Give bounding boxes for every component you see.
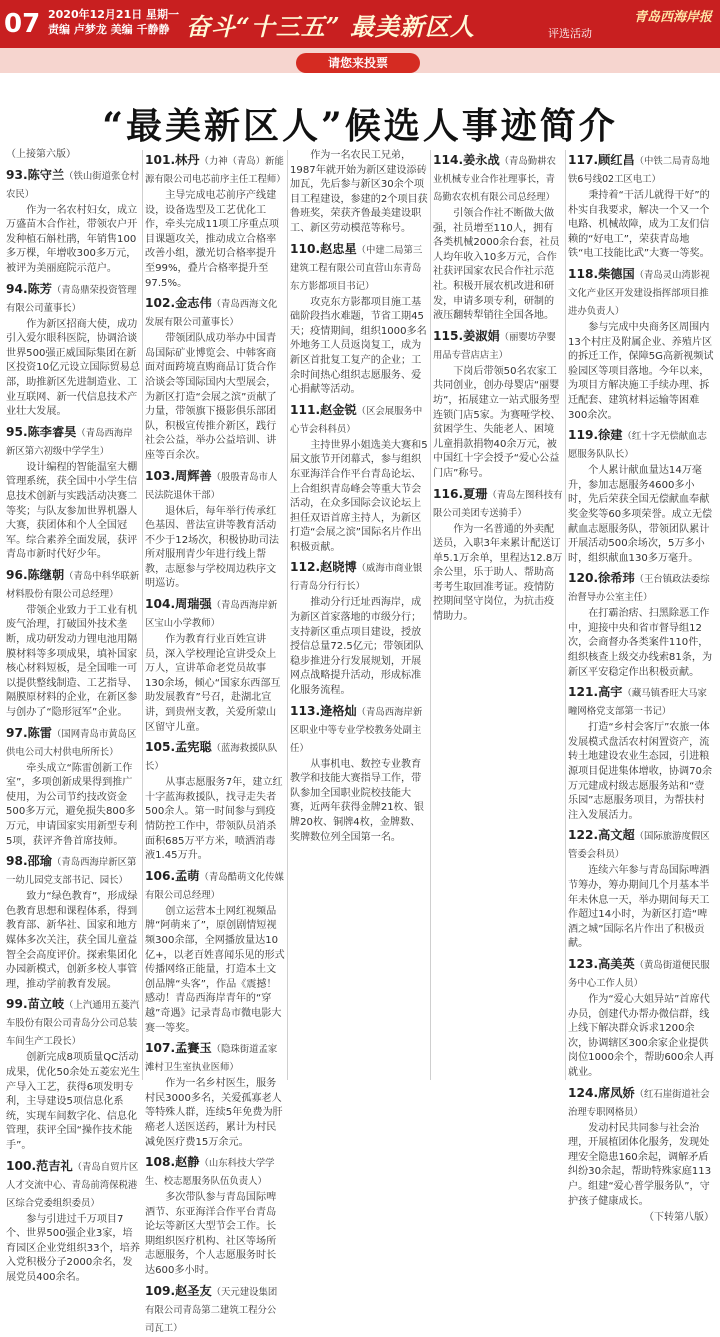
candidate-heading: [568, 956, 714, 992]
candidate-affiliation: （力神（青岛）新能源有限公司电芯前序主任工程师）: [145, 156, 286, 185]
candidate-bio: 秉持着“干活儿就得干好”的朴实自我要求，解决一个又一个电路、机械故障，成为工友们信赖的“好电工”，荣获青岛地铁“电工技能比武”大赛一等奖。: [568, 190, 710, 260]
candidate-name: 113.逄格灿: [290, 703, 357, 718]
candidate-entry: [145, 1040, 285, 1150]
candidate-heading: [433, 152, 563, 206]
candidate-heading: [433, 486, 563, 522]
candidate-affiliation: （红石崖街道社会治理专职网格员）: [568, 1088, 710, 1118]
candidate-entry: [568, 956, 714, 1081]
column-divider: [287, 150, 288, 1080]
candidate-entry: [6, 853, 140, 992]
candidate-affiliation: （青岛酷萌文化传媒有限公司总经理）: [145, 871, 284, 901]
candidate-entry: [6, 725, 140, 850]
candidate-bio: 下岗后带领50名农家工共同创业，创办母婴店“丽婴坊”，拓展建立一站式服务型连锁门店5家。为赛哑学校、贫困学生、失能老人、困境儿童捐款捐物40余万元，被中国红十字会授予“爱心公益门店”称号。: [433, 365, 561, 479]
candidate-name: 98.邵瑜: [6, 854, 52, 869]
continued-from: （上接第六版）: [6, 149, 76, 160]
candidate-affiliation: （山东科技大学学生、校志愿服务队伍负责人）: [145, 1158, 275, 1188]
banner-subtitle: 评选活动: [548, 27, 592, 40]
candidate-bio: 连续六年参与青岛国际啤酒节筹办，筹办期间几个月基本半年未休息一天，举办期间每天工作超过14小时，为新区打造“啤酒之城”国际名片作出了积极贡献。: [568, 865, 710, 950]
candidate-name: 97.陈雷: [6, 725, 52, 740]
candidate-affiliation: （殷殷青岛市人民法院退休干部）: [145, 471, 278, 501]
candidate-affiliation: （国际旅游度假区管委会科员）: [568, 831, 710, 861]
page-banner: [0, 0, 720, 48]
candidate-name: 112.赵晓博: [290, 560, 357, 575]
candidate-heading: [6, 567, 140, 603]
candidate-name: 100.范吉礼: [6, 1158, 73, 1173]
candidate-name: 115.姜淑娟: [433, 328, 500, 343]
candidate-affiliation: （青岛西海岸新区第六初级中学学生）: [6, 427, 133, 457]
candidate-bio: 参与完成中央商务区周围内13个村庄及附属企业、养殖片区的拆迁工作，保障5G高新视频试验园区等项目落地。今年以来，为项目方解决施工手续办理、拆迁配套、建筑材料运输等困难300余次。: [568, 321, 714, 421]
candidate-bio: 带领团队成功举办中国青岛国际矿业博览会、中韩客商面对面跨境直购商品订货合作洽谈会等国际国内大型展会，为新区打造“会展之滨”贡献了力量，带领旗下摄影俱乐部团队，积极宣传推介新区，践行社会公益，举办公益培训、讲座等百余次。: [145, 333, 277, 461]
candidate-heading: [6, 167, 140, 203]
candidate-bio: 攻克东方影都项目施工基础阶段挡水难题，节省工期45天；疫情期间，组织1000多名外地务工人员返岗复工，成为新区首批复工复产的企业；工余时间热心组织志愿服务、爱心捐献等活动。: [290, 296, 427, 396]
candidate-affiliation: （青岛西海岸新区宝山小学教师）: [145, 600, 278, 630]
candidate-entry: [568, 570, 714, 680]
candidate-entry: [568, 1085, 714, 1210]
vote-button[interactable]: 请您来投票: [296, 53, 420, 73]
candidate-bio: 参与引进过千万项目7个、世界500强企业3家，培育园区企业党组织33个，培养入党积极分子2000余名，发展党员400余名。: [6, 1213, 140, 1283]
candidate-bio: 个人累计献血量达14万毫升，参加志愿服务4600多小时，先后荣获全国无偿献血奉献奖金奖等60多项荣誉。成立无偿献血志愿服务队，带领团队累计开展活动500余场次，5万多小时，组织献血130多万毫升。: [568, 465, 713, 564]
candidate-name: 117.顾红昌: [568, 153, 635, 167]
column-divider: [565, 150, 566, 1080]
headline: “最美新区人”候选人事迹简介: [102, 105, 618, 147]
candidate-name: 120.徐希玮: [568, 571, 635, 586]
candidate-heading: [6, 281, 140, 317]
candidate-affiliation: （隐珠街道孟家滩村卫生室执业医师）: [145, 1044, 278, 1074]
candidate-bio: 作为新区招商大使，成功引入爱尔眼科医院，协调洽谈世界500强正威国际集团在新区投资10亿元设立国际贸易总部，助推新区先进制造业、工业互联网、新一代信息技术产业壮大发展。: [6, 318, 140, 418]
candidate-heading: [6, 996, 140, 1050]
candidate-entry: [433, 328, 563, 482]
candidate-name: 111.赵金锐: [290, 402, 357, 417]
candidate-entry: [145, 739, 285, 864]
candidate-entry: [290, 149, 428, 237]
candidate-entry: [433, 486, 563, 625]
candidate-affiliation: （青岛中科华联新材料股份有限公司总经理）: [6, 570, 140, 600]
candidate-affiliation: （蓝海救援队队长）: [145, 743, 278, 773]
candidate-bio: 在打霸治痞、扫黑除恶工作中，迎接中央和省市督导组12次，会商督办各类案件110件，组织核查上级交办线索81条，为新区平安稳定作出积极贡献。: [568, 608, 713, 678]
candidate-heading: [568, 684, 714, 720]
candidate-name: 123.高美英: [568, 956, 635, 971]
candidate-name: 94.陈芳: [6, 281, 52, 296]
candidate-entry: [433, 152, 563, 324]
candidate-bio: 多次带队参与青岛国际啤酒节、东亚海洋合作平台青岛论坛等新区大型节会工作。长期组织医疗机构、社区等场所志愿服务，个人志愿服务时长达600多小时。: [145, 1192, 277, 1277]
candidate-affiliation: （威海市商业银行青岛分行行长）: [290, 563, 423, 593]
candidate-bio: 设计编程的智能温室大棚管理系统，获全国中小学生信息技术创新与实践活动决赛二等奖；与队友参加世界机器人大赛，获团体和个人全国冠军。综合素养全面发展，获评青岛市新时代好少年。: [6, 461, 138, 561]
candidate-bio: 牵头成立“陈雷创新工作室”，多项创新成果得到推广使用，为公司节约技改资金500多万元，避免损失800多万元，申请国家实用新型专利5项，获评齐鲁首席技师。: [6, 762, 138, 847]
column-divider: [430, 150, 431, 1080]
candidate-bio: 致力“绿色教育”，形成绿色教育思想和课程体系，得到教育部、新华社、国家和地方媒体多次关注，获全国儿童益智全会高度评价。探索集团化办园新模式，创新多校人事管理，推动学前教育发展。: [6, 891, 138, 990]
column-5: [568, 148, 714, 1224]
candidate-heading: [145, 1040, 285, 1076]
candidate-heading: [145, 468, 285, 504]
candidate-entry: [290, 241, 428, 398]
candidate-name: 116.夏珊: [433, 486, 488, 501]
candidate-entry: [145, 468, 285, 593]
candidate-bio: 作为一名乡村医生，服务村民3000多名，关爱孤寡老人等特殊人群，连续5年免费为肝癌老人送医送药，累计为村民减免医疗费15万余元。: [145, 1078, 283, 1148]
candidate-name: 106.孟萌: [145, 868, 200, 883]
column-divider: [142, 150, 143, 1080]
candidate-affiliation: （青岛自贸片区人才交流中心、青岛前湾保税港区综合党委组织委员）: [6, 1161, 139, 1209]
candidate-affiliation: （中铁二局青岛地铁6号线02工区电工）: [568, 156, 710, 185]
candidate-entry: [145, 295, 285, 463]
candidate-heading: [145, 152, 285, 188]
candidate-bio: 带领企业致力于工业有机废气治理，打破国外技术垄断，成功研发动力锂电池用隔膜材料等多项成果，填补国家核心材料短板，是全国唯一可以提供整线制造、工艺指导、隔膜原材料的企业，在新区参与创办了“隐形冠军”企业。: [6, 604, 138, 719]
column-2: [145, 148, 286, 1334]
candidate-entry: [6, 167, 140, 277]
candidate-affiliation: （青岛灵山湾影视文化产业区开发建设指挥部项目推进办负责人）: [568, 269, 710, 317]
continued-to: （下转第八版）: [644, 1212, 714, 1224]
candidate-name: 107.孟賽玉: [145, 1041, 212, 1056]
candidate-affiliation: （王台镇政法委综治督导办公室主任）: [568, 574, 710, 604]
candidate-bio: 打造“乡村会客厅”农旅一体发展模式盘活农村闲置资产，流转土地建设农业生态园，引进粮源项目促进集体增收，协调70余万元建成村级志愿服务站和“壹乐园”志愿服务项目，为帮扶村注入发展活力。: [568, 722, 713, 821]
candidate-affiliation: （青岛西海岸新区第一幼儿园党支部书记、园长）: [6, 857, 137, 887]
candidate-heading: [290, 241, 428, 295]
candidate-entry: [6, 424, 140, 563]
issue-date: 2020年12月21日 星期一: [48, 8, 180, 21]
candidate-heading: [568, 570, 714, 606]
candidate-heading: [145, 1154, 285, 1190]
candidate-affiliation: （青岛勤耕农业机械专业合作社理事长，青岛勤农农机有限公司总经理）: [433, 156, 556, 203]
candidate-entry: [145, 152, 285, 291]
candidate-bio: 作为教育行业百姓宣讲员，深入学校理论宣讲受众上万人，宣讲革命老党员故事130余场，倾心“国家东西部互助发展教育”号召，赴湖北宣讲，到贵州支教，关爱所蒙山区留守儿童。: [145, 634, 281, 733]
candidate-heading: [6, 725, 140, 761]
candidate-entry: [6, 281, 140, 420]
candidate-heading: [568, 827, 714, 863]
column-3: [290, 148, 428, 1083]
candidate-name: 101.林丹: [145, 153, 200, 167]
candidate-name: 105.孟宪聪: [145, 740, 212, 755]
candidate-entry: [290, 402, 428, 556]
candidate-bio: 作为“爱心大姐异站”首席代办员，创建代办帮办微信群，线上线下解决群众诉求1200余次，协调辖区300余家企业提供岗位1000余个，帮助600余人再就业。: [568, 993, 714, 1078]
candidate-heading: [6, 853, 140, 889]
candidate-bio: 从事志愿服务7年，建立红十字蓝海救援队，找寻走失者500余人。第一时间参与到疫情防控工作中，带领队员消杀面积685万平方米，喷洒消毒液1.45万升。: [145, 777, 283, 862]
candidate-affiliation: （青岛西海文化发展有限公司董事长）: [145, 299, 278, 329]
page-number: 07: [4, 9, 41, 39]
candidate-affiliation: （天元建设集团有限公司青岛第二建筑工程分公司瓦工）: [145, 1286, 278, 1334]
candidate-affiliation: （红十字无偿献血志愿服务队队长）: [568, 431, 707, 461]
candidate-heading: [568, 152, 714, 188]
candidate-name: 96.陈继朝: [6, 567, 65, 582]
candidate-affiliation: （中建二局第三建筑工程有限公司直营山东青岛东方影都项目书记）: [290, 244, 423, 292]
candidate-name: 104.周瑞强: [145, 597, 212, 612]
candidate-heading: [290, 703, 428, 757]
candidate-affiliation: （黄岛街道便民服务中心工作人员）: [568, 959, 710, 989]
candidate-name: 118.柴德国: [568, 266, 635, 281]
candidate-heading: [6, 424, 140, 460]
candidate-heading: [568, 266, 714, 320]
candidate-heading: [145, 596, 285, 632]
candidate-bio: 主导完成电芯前序产线建设，设备选型及工艺优化工作，牵头完成11项工序重点项目课题攻关，推动成立合格率改善小组，激光切合格率提升至99%，叠片合格率提升至97.5%。: [145, 190, 279, 289]
candidate-bio: 作为一名农村妇女，成立万盛苗木合作社，带领农户开发种植石斛杜鹃，年销售100多万棵，年增收300多万元，被评为美丽庭院示范户。: [6, 204, 138, 274]
candidate-name: 114.姜永战: [433, 153, 500, 167]
candidate-affiliation: （上汽通用五菱汽车股份有限公司青岛分公司总装车间生产工段长）: [6, 1000, 140, 1048]
candidate-name: 108.赵静: [145, 1155, 200, 1170]
candidate-heading: [145, 1283, 285, 1337]
candidate-name: 119.徐建: [568, 428, 623, 443]
candidate-affiliation: （藏马镇香旺大马家疃网格党支部第一书记）: [568, 688, 707, 718]
candidate-affiliation: （丽婴坊孕婴用品专营店店主）: [433, 331, 556, 361]
candidate-affiliation: （铁山街道张仓村农民）: [6, 170, 140, 200]
candidate-affiliation: （青岛鼎荣投资管理有限公司董事长）: [6, 284, 137, 314]
candidate-entry: [568, 827, 714, 952]
candidate-name: 122.高文超: [568, 828, 635, 843]
candidate-name: 124.席凤娇: [568, 1085, 635, 1100]
candidate-bio: 主持世界小姐选美大赛和5届文旅节开闭幕式，参与组织东亚海洋合作平台青岛论坛、上合组织青岛峰会等重大节会活动，在众多国际会议论坛上担任双语首席主持人，为新区打造“会展之滨”国际名片作出积极贡献。: [290, 439, 428, 553]
candidate-entry: [145, 868, 285, 1036]
candidate-affiliation: （青岛左图科技有限公司美团专送骑手）: [433, 489, 563, 519]
candidate-heading: [145, 739, 285, 775]
candidate-name: 93.陈守兰: [6, 167, 65, 182]
issue-info: [48, 7, 179, 37]
newspaper-logo: 青岛西海岸报: [633, 10, 712, 25]
candidate-bio: 作为一名农民工兄弟，1987年就开始为新区建设添砖加瓦，先后参与新区30余个项目工程建设，参建的2个项目获鲁班奖，荣获齐鲁最美建设职工、新区劳动模范等称号。: [290, 150, 428, 234]
candidate-entry: [145, 1154, 285, 1279]
candidate-entry: [290, 559, 428, 698]
candidate-name: 99.苗立岐: [6, 997, 65, 1012]
candidate-affiliation: （国网青岛市黄岛区供电公司大村供电所所长）: [6, 728, 137, 758]
candidate-entry: [290, 703, 428, 846]
candidate-heading: [568, 427, 714, 463]
column-4: [433, 148, 563, 1083]
candidate-name: 121.高宇: [568, 685, 623, 700]
candidate-heading: [290, 402, 428, 438]
candidate-entry: [145, 1283, 285, 1337]
candidate-entry: [568, 266, 714, 423]
candidate-bio: 创新完成8项质量QC活动成果，优化50余处五菱宏光生产导入工艺，获得6项发明专利，主导建设5项信息化系统，实现车间数字化、信息化管理，获评全国“操作技术能手”。: [6, 1052, 140, 1151]
candidate-bio: 作为一名普通的外卖配送员，入职3年来累计配送订单5.1万余单，里程达12.8万余公里，乐于助人、帮助高考考生取回准考证。疫情防控期间坚守岗位，为抗击疫情助力。: [433, 523, 563, 623]
candidate-bio: 推动分行迁址西海岸，成为新区首家落地的市级分行；支持新区重点项目建设，授放授信总量72.5亿元；带领团队稳步推进分行发展规划，开展网点战略提升活动，形成标准化服务流程。: [290, 597, 424, 697]
candidate-entry: [568, 427, 714, 566]
candidate-entry: [568, 152, 714, 262]
candidate-affiliation: （青岛西海岸新区职业中等专业学校教务处副主任）: [290, 706, 423, 754]
candidate-name: 95.陈李睿昊: [6, 424, 77, 439]
editors: 责编 卢梦龙 美编 千静静: [48, 23, 170, 36]
column-1: [6, 148, 140, 1283]
candidate-heading: [145, 868, 285, 904]
candidate-entry: [568, 684, 714, 823]
candidate-bio: 引领合作社不断做大做强，社员增至110人，拥有各类机械2000余台套，社员人均年收入10多万元，合作社获评国家农民合作社示范社。积极开展农机改进和研发，申请多项专利，研制的液压翻转犁销往全国各地。: [433, 208, 560, 322]
candidate-heading: [568, 1085, 714, 1121]
candidate-heading: [290, 559, 428, 595]
candidate-bio: 发动村民共同参与社会治理，开展植团体化服务，发现处理安全隐患160余起，调解矛盾纠纷30余起，帮助特殊家庭113户。组建“爱心普学服务队”，守护孩子健康成长。: [568, 1122, 712, 1207]
candidate-heading: [6, 1158, 140, 1212]
candidate-name: 109.赵圣友: [145, 1283, 212, 1298]
candidate-entry: [6, 1158, 140, 1286]
candidate-entry: [6, 567, 140, 721]
candidate-bio: 创立运营本土网红视频品牌“阿萌来了”，原创剧情短视频300余部，全网播放量达10亿+，以老百姓喜闻乐见的形式传播网络正能量，打造本土文创品牌“头客”，作品《震撼！感动！青岛西海岸青年的“穿越”奇遇》记录青岛市微电影大赛一等奖。: [145, 905, 285, 1034]
candidate-name: 102.金志伟: [145, 296, 212, 311]
candidate-name: 103.周辉善: [145, 468, 212, 483]
candidate-heading: [433, 328, 563, 364]
candidate-bio: 从事机电、数控专业教育教学和技能大赛指导工作，带队参加全国职业院校技能大赛，近两年获得金牌21枚、银牌20枚、铜牌4枚，金牌数、奖牌数位列全国第一名。: [290, 758, 424, 843]
candidate-entry: [6, 996, 140, 1153]
banner-title: 奋斗“十三五” 最美新区人: [186, 12, 475, 41]
candidate-affiliation: （区会展服务中心节会科科员）: [290, 405, 423, 435]
candidate-entry: [145, 596, 285, 735]
candidate-heading: [145, 295, 285, 331]
candidate-name: 110.赵忠星: [290, 241, 357, 256]
candidate-bio: 退休后，每年举行传承红色基因、普法宣讲等教育活动不少于12场次，积极协助司法所对服刑青少年进行线上帮教，志愿参与学校周边秩序文明巡访。: [145, 505, 279, 590]
